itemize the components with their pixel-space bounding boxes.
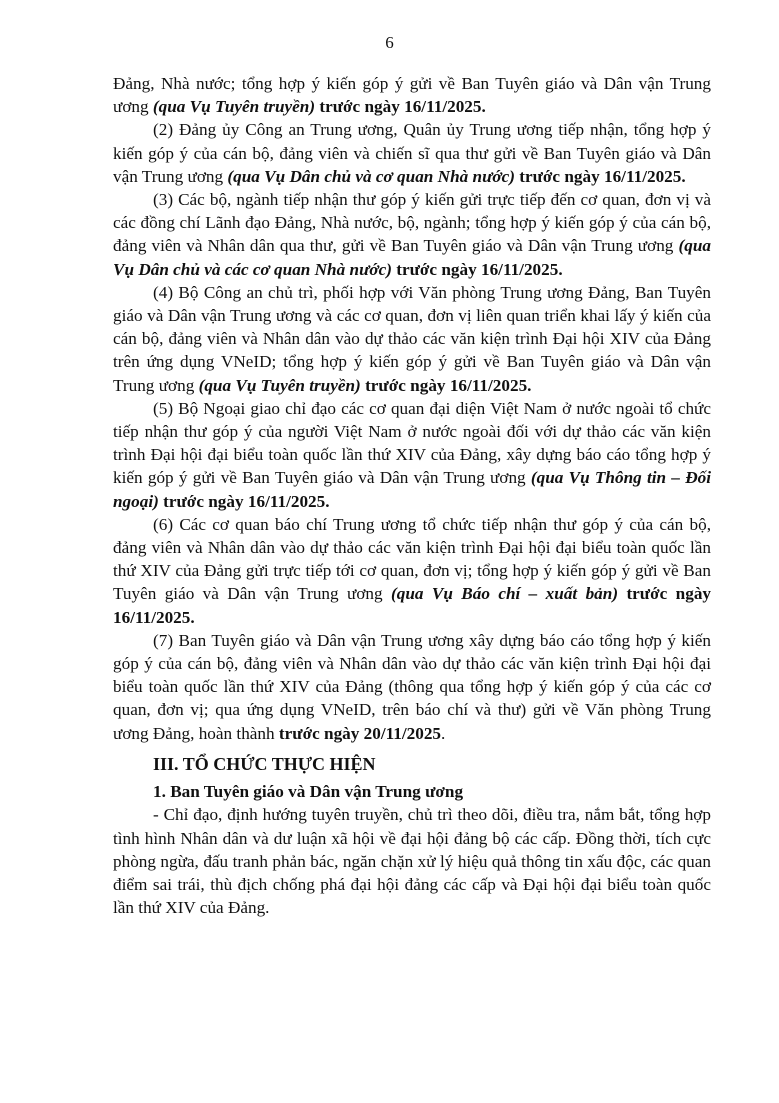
body-text: (7) Ban Tuyên giáo và Dân vận Trung ương xây dựng báo cáo tổng hợp ý kiến góp ý của cán bộ, đảng viên và Nhân dân vào dự thảo các văn kiện trình Đại hội đại biểu toàn quốc lần thứ XIV của Đảng (thông qua tổng hợp ý kiến góp ý của các cơ quan, đơn vị; qua ứng dụng VNeID, trên báo chí và thư) gửi về Văn phòng Trung ương Đảng, hoàn thành xyxy=(113,630,711,743)
bold-text: trước ngày 16/11/2025. xyxy=(514,166,686,186)
body-text: (6) Các cơ quan báo chí Trung ương tổ chức tiếp nhận thư góp ý của cán bộ, đảng viên và Nhân dân vào dự thảo các văn kiện trình Đại hội đại biểu toàn quốc lần thứ XIV của Đảng gửi trực tiếp tới cơ quan, đơn vị; tổng hợp ý kiến góp ý gửi về Ban Tuyên giáo và Dân vận Trung ương xyxy=(113,514,711,604)
paragraph xyxy=(113,629,711,745)
document-body xyxy=(113,72,711,919)
paragraph xyxy=(113,72,711,118)
final-paragraph: - Chỉ đạo, định hướng tuyên truyền, chủ trì theo dõi, điều tra, nắm bắt, tổng hợp tình hình Nhân dân và dư luận xã hội về đại hội đảng bộ các cấp. Đồng thời, tích cực phòng ngừa, đấu tranh phản bác, ngăn chặn xử lý hiệu quả thông tin xấu độc, các quan điểm sai trái, thù địch chống phá đại hội đảng các cấp và Đại hội đại biểu toàn quốc lần thứ XIV của Đảng. xyxy=(113,805,711,918)
paragraph xyxy=(113,397,711,513)
bold-text: trước ngày 16/11/2025. xyxy=(360,375,532,395)
emphasis-text: (qua Vụ Tuyên truyền) xyxy=(198,375,361,395)
emphasis-text: (qua Vụ Dân chủ và cơ quan Nhà nước) xyxy=(227,166,515,186)
body-text: (4) Bộ Công an chủ trì, phối hợp với Văn phòng Trung ương Đảng, Ban Tuyên giáo và Dân vận Trung ương và các cơ quan, đơn vị liên quan triển khai lấy ý kiến của cán bộ, đảng viên và Nhân dân vào dự thảo các văn kiện trình Đại hội XIV của Đảng trên ứng dụng VNeID; tổng hợp ý kiến góp ý gửi về Ban Tuyên giáo và Dân vận Trung ương xyxy=(113,282,711,395)
bold-text: trước ngày 16/11/2025. xyxy=(158,491,330,511)
body-text: (5) Bộ Ngoại giao chỉ đạo các cơ quan đại diện Việt Nam ở nước ngoài tổ chức tiếp nhận thư góp ý của người Việt Nam ở nước ngoài đối với dự thảo các văn kiện trình Đại hội đại biểu toàn quốc lần thứ XIV của Đảng, xây dựng báo cáo tổng hợp ý kiến góp ý gửi về Ban Tuyên giáo và Dân vận Trung ương xyxy=(113,398,711,488)
bold-text: trước ngày 16/11/2025. xyxy=(315,97,486,117)
paragraph xyxy=(113,118,711,188)
paragraph xyxy=(113,513,711,629)
emphasis-text: (qua Vụ Thông tin – Đối ngoại) xyxy=(113,468,711,511)
body-text: Đảng, Nhà nước; tổng hợp ý kiến góp ý gửi về Ban Tuyên giáo và Dân vận Trung ương xyxy=(113,74,711,117)
paragraph xyxy=(113,188,711,281)
paragraph-list xyxy=(113,72,711,745)
emphasis-text: (qua Vụ Tuyên truyền) xyxy=(152,97,316,117)
emphasis-text: (qua Vụ Dân chủ và các cơ quan Nhà nước) xyxy=(113,236,711,279)
bold-text: trước ngày 16/11/2025. xyxy=(391,259,563,279)
body-text: (2) Đảng ủy Công an Trung ương, Quân ủy Trung ương tiếp nhận, tổng hợp ý kiến góp ý của cán bộ, đảng viên và chiến sĩ qua thư gửi về Ban Tuyên giáo và Dân vận Trung ương xyxy=(113,120,711,186)
body-text: (3) Các bộ, ngành tiếp nhận thư góp ý kiến gửi trực tiếp đến cơ quan, đơn vị và các đồng chí Lãnh đạo Đảng, Nhà nước, bộ, ngành; tổng hợp ý kiến góp ý của cán bộ, đảng viên và Nhân dân qua thư, gửi về Ban Tuyên giáo và Dân vận Trung ương xyxy=(113,190,711,256)
page-number: 6 xyxy=(385,33,394,52)
paragraph xyxy=(113,281,711,397)
bold-text: trước ngày 16/11/2025. xyxy=(113,584,712,627)
section-heading: III. TỔ CHỨC THỰC HIỆN xyxy=(153,753,376,774)
subsection-heading: 1. Ban Tuyên giáo và Dân vận Trung ương xyxy=(153,782,464,802)
bold-text: trước ngày 20/11/2025 xyxy=(278,723,442,743)
body-text: . xyxy=(441,723,446,743)
emphasis-text: (qua Vụ Báo chí – xuất bản) xyxy=(391,584,619,604)
